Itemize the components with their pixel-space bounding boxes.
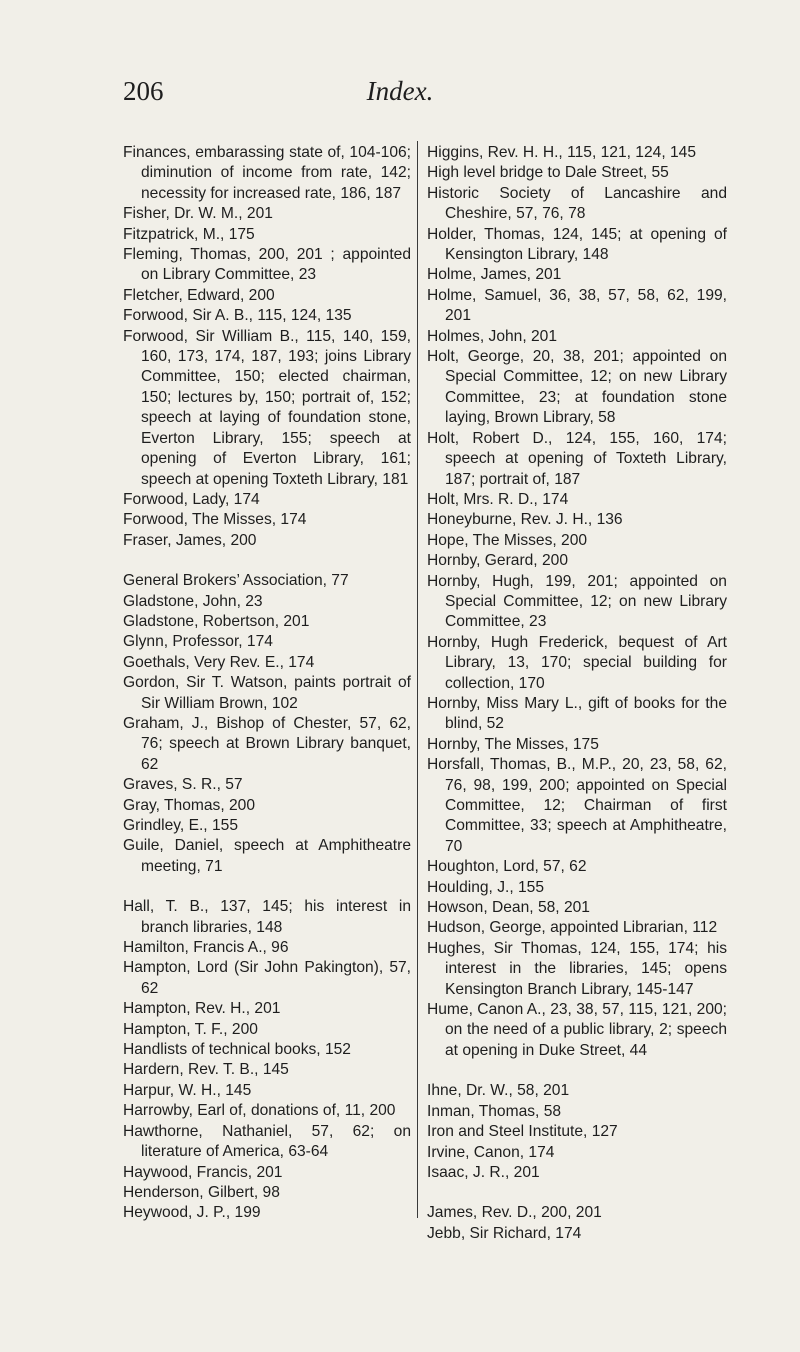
index-entry: Hornby, Hugh, 199, 201; appointed on Special Committee, 12; on new Library Committee, 23 xyxy=(427,572,727,631)
index-entry: Holder, Thomas, 124, 145; at opening of Kensington Library, 148 xyxy=(427,225,727,264)
page-number: 206 xyxy=(123,76,164,106)
index-entry: Hampton, T. F., 200 xyxy=(123,1020,258,1038)
index-entry: Holme, James, 201 xyxy=(427,266,562,284)
index-entry: Hampton, Rev. H., 201 xyxy=(123,1000,281,1018)
index-entry: Harpur, W. H., 145 xyxy=(123,1081,252,1099)
index-entry: Hornby, Hugh Frederick, bequest of Art Library, 13, 170; special building for collection, 170 xyxy=(427,633,727,692)
index-entry: Holt, George, 20, 38, 201; appointed on Special Committee, 12; on new Library Committee, 23; at foundation stone laying, Brown Library, 58 xyxy=(427,348,727,427)
index-entry: Hamilton, Francis A., 96 xyxy=(123,939,289,957)
index-entry: Gladstone, Robertson, 201 xyxy=(123,612,310,630)
index-entry: Holt, Robert D., 124, 155, 160, 174; speech at opening of Toxteth Library, 187; portrait of, 187 xyxy=(427,429,727,488)
index-entry: Hardern, Rev. T. B., 145 xyxy=(123,1061,289,1079)
index-entry: High level bridge to Dale Street, 55 xyxy=(427,164,669,182)
index-entry: Fitzpatrick, M., 175 xyxy=(123,225,255,243)
running-head: Index. xyxy=(366,76,434,106)
index-entry: Forwood, Sir A. B., 115, 124, 135 xyxy=(123,307,352,325)
index-entry: Holme, Samuel, 36, 38, 57, 58, 62, 199, 201 xyxy=(427,286,727,325)
index-entry: Isaac, J. R., 201 xyxy=(427,1163,540,1181)
index-entry: Historic Society of Lancashire and Cheshire, 57, 76, 78 xyxy=(427,184,727,223)
index-entry: Ihne, Dr. W., 58, 201 xyxy=(427,1082,570,1100)
index-entry: James, Rev. D., 200, 201 xyxy=(427,1204,602,1222)
index-entry: Harrowby, Earl of, donations of, 11, 200 xyxy=(123,1102,396,1120)
index-entry: Finances, embarassing state of, 104-106; diminution of income from rate, 142; necessity for increased rate, 186, 187 xyxy=(123,144,411,202)
index-column-right xyxy=(427,143,727,1244)
index-column-left xyxy=(123,143,411,1224)
index-entry: Gladstone, John, 23 xyxy=(123,592,263,610)
index-entry: Iron and Steel Institute, 127 xyxy=(427,1123,618,1141)
index-entry: Graham, J., Bishop of Chester, 57, 62, 76; speech at Brown Library banquet, 62 xyxy=(123,714,411,773)
index-entry: Hampton, Lord (Sir John Pakington), 57, 62 xyxy=(123,959,411,997)
index-entry: Honeyburne, Rev. J. H., 136 xyxy=(427,511,623,529)
index-entry: Heywood, J. P., 199 xyxy=(123,1204,261,1222)
index-entry: Jebb, Sir Richard, 174 xyxy=(427,1224,582,1242)
index-entry: Fletcher, Edward, 200 xyxy=(123,286,275,304)
index-entry: General Brokers’ Association, 77 xyxy=(123,572,349,590)
column-divider xyxy=(417,141,418,1218)
index-entry: Hughes, Sir Thomas, 124, 155, 174; his interest in the libraries, 145; opens Kensington Branch Library, 145-147 xyxy=(427,939,727,998)
index-entry: Fleming, Thomas, 200, 201 ; appointed on Library Committee, 23 xyxy=(123,246,411,284)
index-entry: Holt, Mrs. R. D., 174 xyxy=(427,490,569,508)
index-entry: Hawthorne, Nathaniel, 57, 62; on literature of America, 63-64 xyxy=(123,1122,411,1161)
page-header xyxy=(0,76,800,116)
index-entry: Hornby, The Misses, 175 xyxy=(427,735,599,753)
index-entry: Forwood, Lady, 174 xyxy=(123,490,260,508)
index-entry: Inman, Thomas, 58 xyxy=(427,1102,562,1120)
index-entry: Guile, Daniel, speech at Amphitheatre meeting, 71 xyxy=(123,837,411,875)
index-entry: Glynn, Professor, 174 xyxy=(123,633,273,651)
index-entry: Forwood, Sir William B., 115, 140, 159, 160, 173, 174, 187, 193; joins Library Committee, 150; elected chairman, 150; lectures by, 150; portrait of, 152; speech at laying of foundation stone, Everton Library, 155; speech at opening of Everton Library, 161; speech at opening Toxteth Library, 181 xyxy=(123,327,411,488)
index-entry: Irvine, Canon, 174 xyxy=(427,1143,555,1161)
index-entry: Handlists of technical books, 152 xyxy=(123,1041,351,1059)
index-entry: Goethals, Very Rev. E., 174 xyxy=(123,653,315,671)
index-entry: Hall, T. B., 137, 145; his interest in branch libraries, 148 xyxy=(123,898,411,936)
index-entry: Fraser, James, 200 xyxy=(123,531,257,549)
index-entry: Horsfall, Thomas, B., M.P., 20, 23, 58, 62, 76, 98, 199, 200; appointed on Special Committee, 12; Chairman of first Committee, 33; speech at Amphitheatre, 70 xyxy=(427,756,727,855)
index-entry: Forwood, The Misses, 174 xyxy=(123,511,307,529)
index-entry: Hornby, Gerard, 200 xyxy=(427,552,568,570)
index-entry: Holmes, John, 201 xyxy=(427,327,558,345)
index-entry: Howson, Dean, 58, 201 xyxy=(427,899,590,917)
index-entry: Haywood, Francis, 201 xyxy=(123,1163,283,1181)
index-entry: Grindley, E., 155 xyxy=(123,817,238,834)
index-entry: Hope, The Misses, 200 xyxy=(427,531,588,549)
index-entry: Houghton, Lord, 57, 62 xyxy=(427,858,587,876)
index-entry: Hume, Canon A., 23, 38, 57, 115, 121, 200; on the need of a public library, 2; speech at opening in Duke Street, 44 xyxy=(427,1001,727,1059)
index-entry: Fisher, Dr. W. M., 201 xyxy=(123,205,273,223)
index-entry: Hudson, George, appointed Librarian, 112 xyxy=(427,919,718,937)
index-entry: Gray, Thomas, 200 xyxy=(123,796,256,814)
index-entry: Hornby, Miss Mary L., gift of books for the blind, 52 xyxy=(427,694,727,733)
index-entry: Gordon, Sir T. Watson, paints portrait of Sir William Brown, 102 xyxy=(123,674,411,712)
index-entry: Houlding, J., 155 xyxy=(427,878,545,896)
index-entry: Henderson, Gilbert, 98 xyxy=(123,1183,280,1201)
index-entry: Higgins, Rev. H. H., 115, 121, 124, 145 xyxy=(427,144,696,161)
index-entry: Graves, S. R., 57 xyxy=(123,776,243,794)
